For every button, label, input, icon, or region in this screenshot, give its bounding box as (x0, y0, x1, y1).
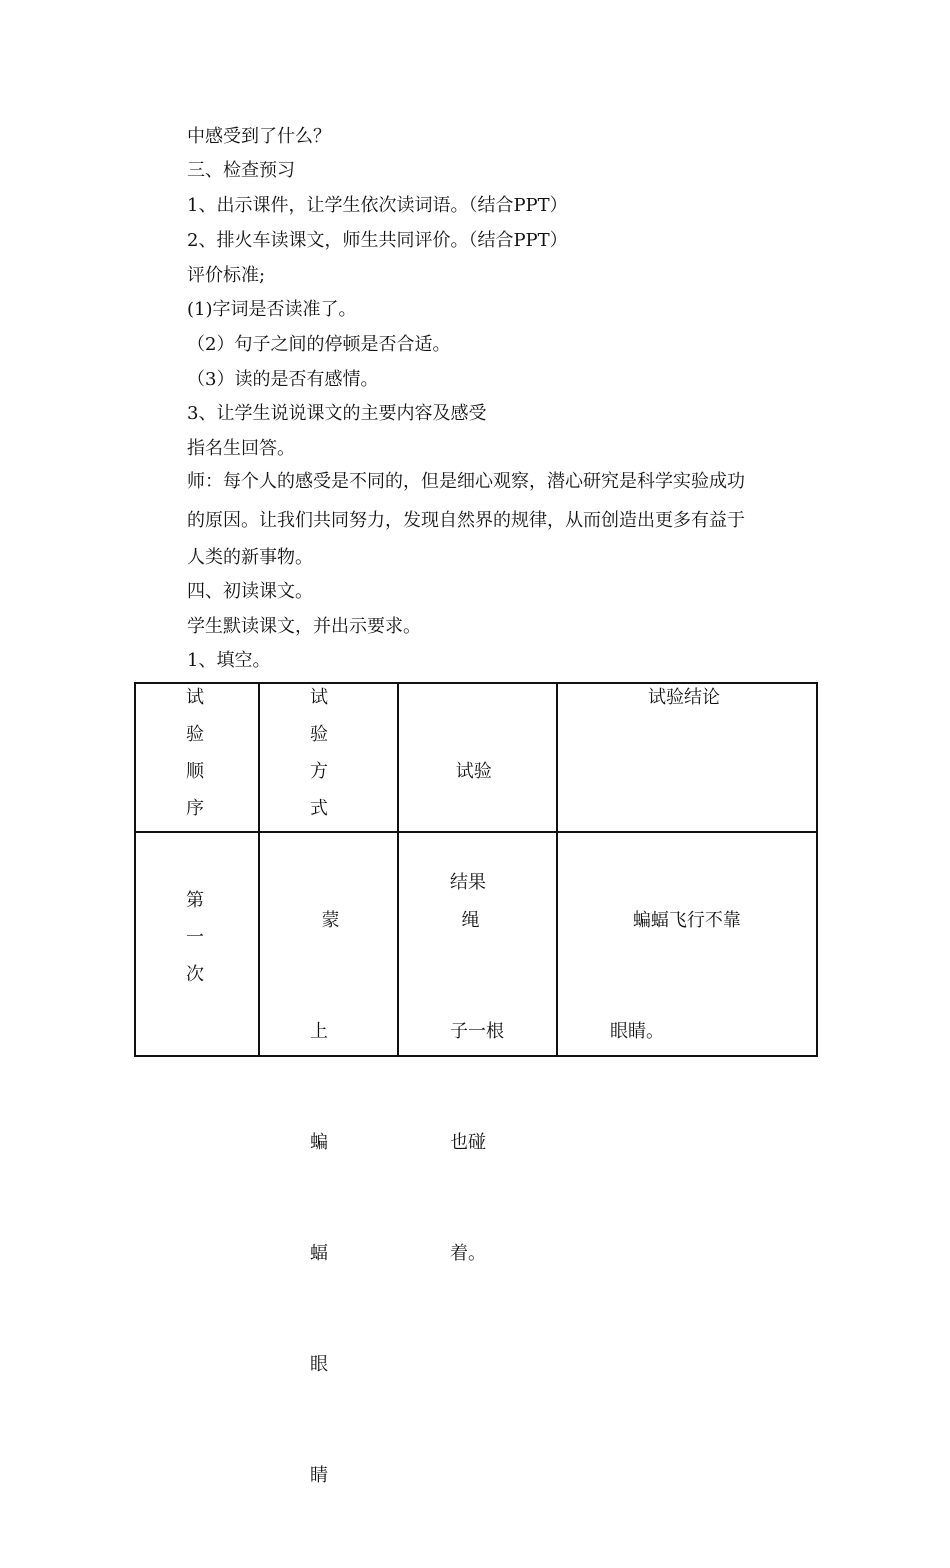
paragraph: 学生默读课文，并出示要求。 (187, 616, 421, 637)
cell-text: 子一根 (450, 1021, 504, 1042)
cell-char: 第 (186, 890, 204, 911)
section-heading: 三、检查预习 (187, 160, 295, 181)
paragraph: 的原因。让我们共同努力，发现自然界的规律，从而创造出更多有益于 (187, 510, 745, 531)
cell-text: 着。 (450, 1243, 486, 1264)
cell-text: 眼睛。 (610, 1021, 664, 1042)
cell-conclusion (557, 832, 817, 1056)
header-char: 序 (186, 798, 204, 819)
cell-text: 蝙蝠飞行不靠 (610, 910, 741, 931)
header-char: 方 (310, 761, 328, 782)
header-char: 试 (310, 687, 328, 708)
header-cell-conclusion (557, 683, 817, 832)
cell-order (135, 832, 259, 1056)
cell-char: 次 (186, 964, 204, 985)
paragraph: （2）句子之间的停顿是否合适。 (187, 334, 451, 355)
paragraph: 人类的新事物。 (187, 547, 313, 568)
header-cell-order (135, 683, 259, 832)
paragraph: 1、填空。 (187, 650, 271, 671)
paragraph: 中感受到了什么？ (187, 126, 331, 147)
cell-char: 眼 (310, 1354, 328, 1375)
paragraph: 3、让学生说说课文的主要内容及感受 (187, 403, 487, 424)
header-char: 试 (186, 687, 204, 708)
header-cell-result (398, 683, 557, 893)
header-cell-method (259, 683, 398, 832)
header-char: 验 (310, 724, 328, 745)
cell-char: 一 (186, 927, 204, 948)
table-header-row (135, 683, 817, 832)
section-heading: 四、初读课文。 (187, 581, 313, 602)
header-text: 结果 (450, 872, 486, 893)
cell-char: 睛 (310, 1465, 328, 1486)
cell-char: 蒙 (310, 910, 340, 931)
cell-char: 上 (310, 1021, 328, 1042)
cell-char: 蝠 (310, 1243, 328, 1264)
paragraph: （3）读的是否有感情。 (187, 369, 379, 390)
paragraph: (1)字词是否读准了。 (187, 299, 357, 320)
paragraph: 1、出示课件，让学生依次读词语。（结合PPT） (187, 195, 568, 216)
header-text: 试验 (450, 761, 492, 782)
paragraph: 2、排火车读课文，师生共同评价。（结合PPT） (187, 230, 568, 251)
table-row (135, 832, 817, 1056)
paragraph: 评价标准; (187, 265, 266, 286)
cell-result (398, 832, 557, 1264)
header-char: 顺 (186, 761, 204, 782)
paragraph: 指名生回答。 (187, 438, 295, 459)
header-char: 验 (186, 724, 204, 745)
cell-text: 也碰 (450, 1132, 486, 1153)
header-text: 试验结论 (648, 687, 720, 708)
paragraph: 师：每个人的感受是不同的，但是细心观察，潜心研究是科学实验成功 (187, 471, 745, 492)
experiment-table (134, 682, 818, 1486)
cell-text: 绳 (450, 910, 480, 931)
header-char: 式 (310, 798, 328, 819)
cell-method (259, 832, 398, 1486)
cell-char: 蝙 (310, 1132, 328, 1153)
